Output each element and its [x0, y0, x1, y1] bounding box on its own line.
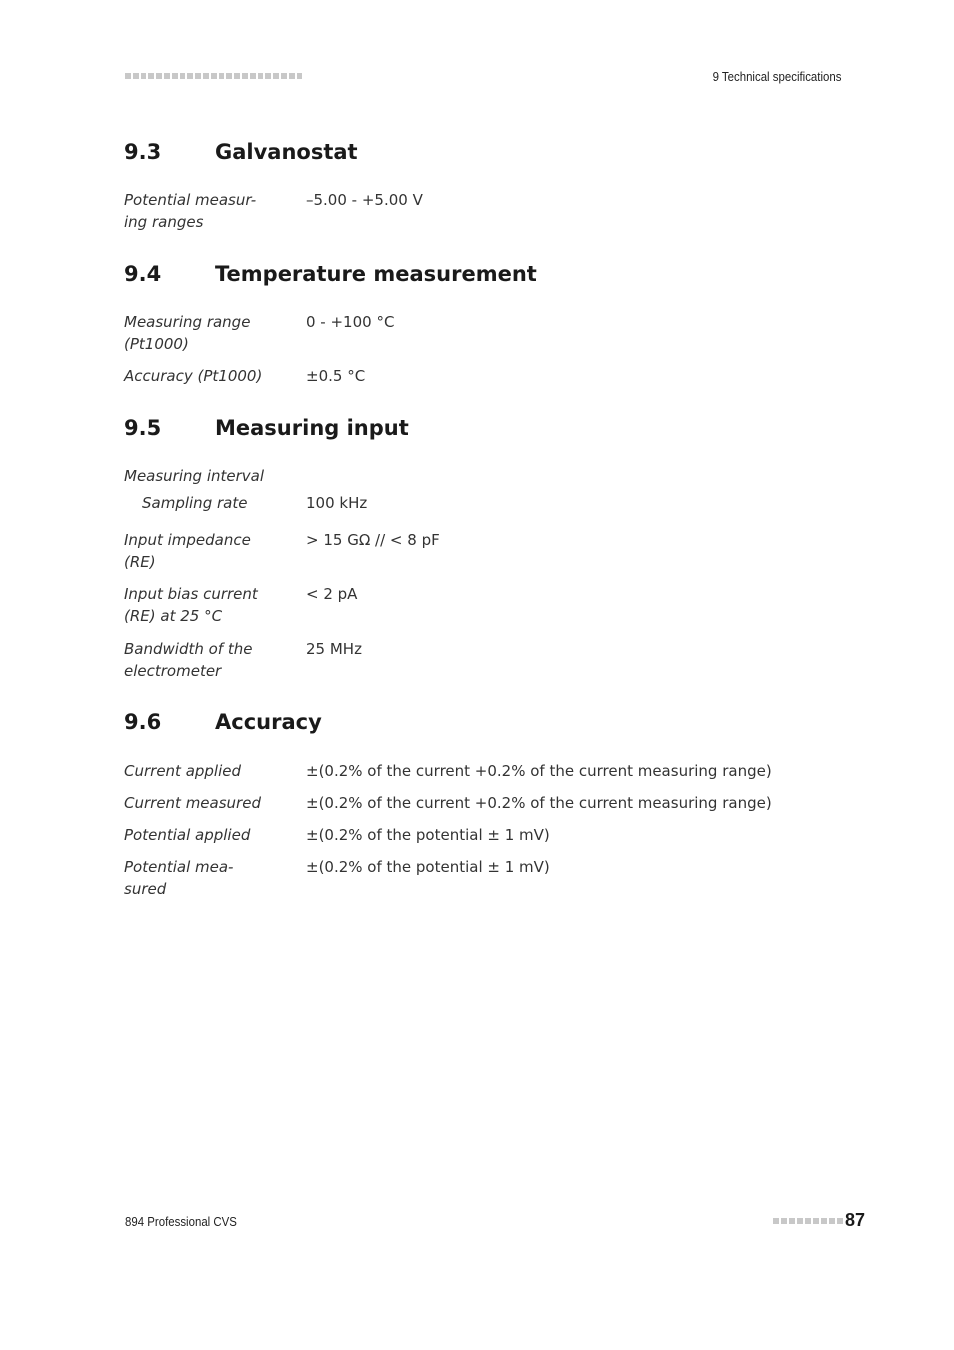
spec-value: ±0.5 °C: [306, 367, 366, 385]
spec-label: Potential mea- sured: [124, 858, 234, 898]
spec-row: [124, 760, 844, 782]
section-temperature-measurement: [124, 262, 844, 385]
section-heading: [124, 416, 844, 440]
spec-label: Measuring range (Pt1000): [124, 313, 251, 353]
spec-row: [124, 189, 844, 233]
spec-label: Potential applied: [124, 826, 251, 844]
spec-label: Accuracy (Pt1000): [124, 367, 263, 385]
spec-value: 100 kHz: [306, 494, 368, 512]
spec-row: [124, 583, 844, 627]
spec-label: Input bias current (RE) at 25 °C: [124, 585, 258, 625]
section-heading: [124, 710, 844, 734]
spec-label: Potential measur- ing ranges: [124, 191, 257, 231]
spec-value: ±(0.2% of the current +0.2% of the current measuring range): [306, 762, 772, 780]
spec-row: [124, 492, 844, 514]
page-number: 87: [845, 1210, 866, 1230]
spec-label: Bandwidth of the electrometer: [124, 640, 253, 680]
spec-row: [124, 465, 844, 487]
section-heading: [124, 262, 844, 286]
spec-label: Measuring interval: [124, 467, 265, 485]
header-decoration-squares: [125, 73, 302, 79]
section-measuring-input: [124, 416, 844, 680]
spec-value: –5.00 - +5.00 V: [306, 191, 423, 209]
spec-row: [124, 638, 844, 682]
spec-row: [124, 792, 844, 814]
spec-label: Sampling rate: [142, 494, 248, 512]
spec-value: 0 - +100 °C: [306, 313, 395, 331]
section-number: 9.6: [124, 710, 162, 734]
spec-label: Input impedance (RE): [124, 531, 251, 571]
section-title: Galvanostat: [215, 140, 358, 164]
section-title: Temperature measurement: [215, 262, 537, 286]
section-accuracy: [124, 710, 844, 898]
chapter-title: 9 Technical specifications: [712, 69, 841, 84]
spec-row: [124, 365, 844, 387]
spec-label: Current measured: [124, 794, 261, 812]
section-galvanostat: [124, 140, 844, 231]
spec-row: [124, 824, 844, 846]
spec-value: > 15 GΩ // < 8 pF: [306, 531, 440, 549]
section-title: Measuring input: [215, 416, 409, 440]
spec-value: < 2 pA: [306, 585, 358, 603]
spec-value: ±(0.2% of the potential ± 1 mV): [306, 858, 550, 876]
footer-product-name: 894 Professional CVS: [125, 1214, 237, 1229]
footer-decoration-squares: [773, 1218, 843, 1224]
spec-label: Current applied: [124, 762, 242, 780]
spec-row: [124, 856, 844, 900]
section-heading: [124, 140, 844, 164]
spec-value: ±(0.2% of the potential ± 1 mV): [306, 826, 550, 844]
spec-row: [124, 529, 844, 573]
spec-row: [124, 311, 844, 355]
section-number: 9.5: [124, 416, 162, 440]
section-number: 9.4: [124, 262, 162, 286]
section-number: 9.3: [124, 140, 162, 164]
spec-value: 25 MHz: [306, 640, 362, 658]
section-title: Accuracy: [215, 710, 322, 734]
spec-value: ±(0.2% of the current +0.2% of the current measuring range): [306, 794, 772, 812]
